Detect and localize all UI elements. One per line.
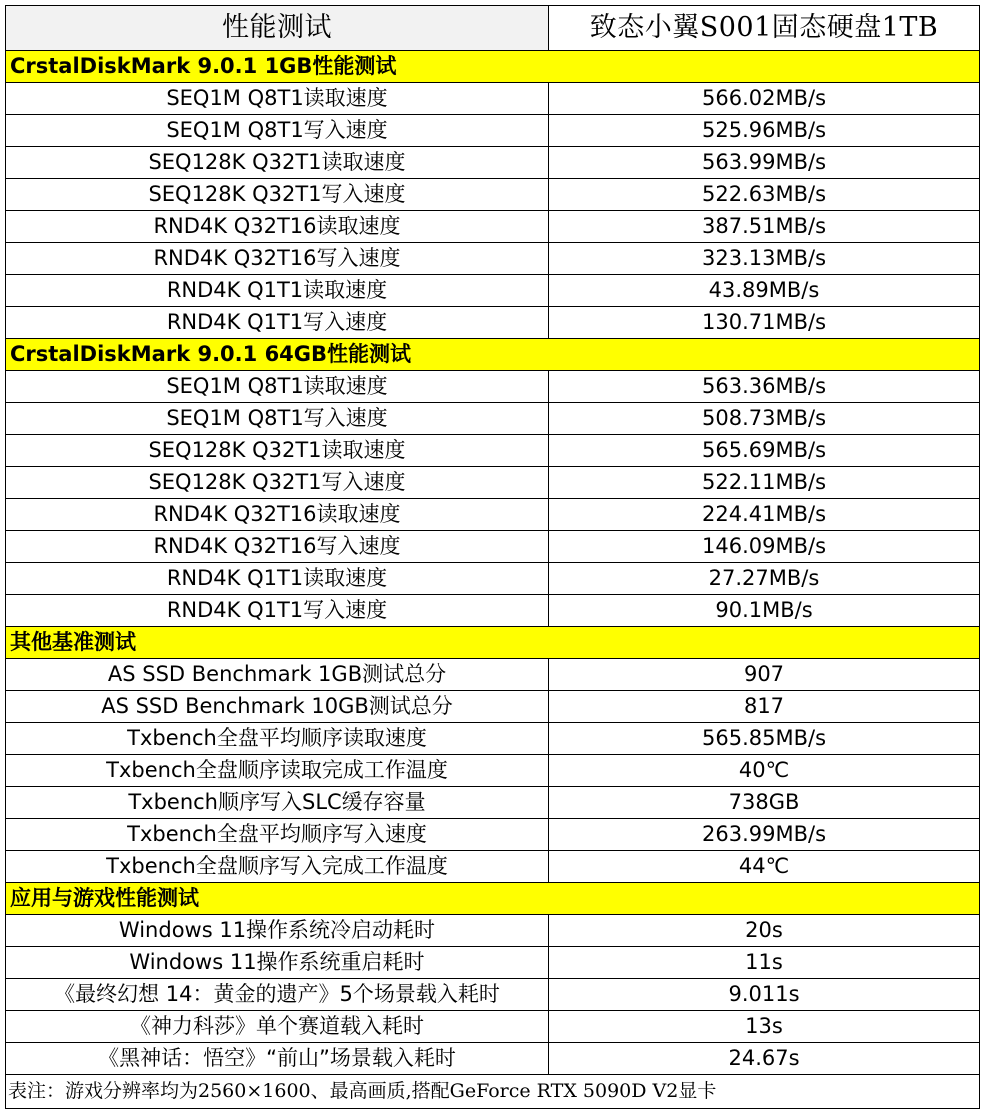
test-label: RND4K Q1T1读取速度 (6, 275, 549, 307)
test-value: 565.85MB/s (549, 723, 980, 755)
table-row (6, 979, 980, 1011)
ssd-benchmark-table (5, 5, 980, 1109)
section-header-row (6, 339, 980, 371)
test-value: 24.67s (549, 1043, 980, 1075)
test-label: Windows 11操作系统冷启动耗时 (6, 915, 549, 947)
test-label: SEQ128K Q32T1读取速度 (6, 147, 549, 179)
table-row (6, 83, 980, 115)
test-value: 130.71MB/s (549, 307, 980, 339)
test-label: RND4K Q1T1读取速度 (6, 563, 549, 595)
test-value: 9.011s (549, 979, 980, 1011)
test-label: Txbench顺序写入SLC缓存容量 (6, 787, 549, 819)
test-label: RND4K Q32T16写入速度 (6, 531, 549, 563)
table-row (6, 947, 980, 979)
table-row (6, 723, 980, 755)
test-value: 20s (549, 915, 980, 947)
test-value: 907 (549, 659, 980, 691)
test-value: 525.96MB/s (549, 115, 980, 147)
table-row (6, 147, 980, 179)
table-body (6, 6, 980, 1109)
test-label: Txbench全盘平均顺序写入速度 (6, 819, 549, 851)
test-label: RND4K Q1T1写入速度 (6, 307, 549, 339)
test-value: 563.36MB/s (549, 371, 980, 403)
test-value: 566.02MB/s (549, 83, 980, 115)
table-row (6, 563, 980, 595)
table-row (6, 691, 980, 723)
test-label: SEQ128K Q32T1读取速度 (6, 435, 549, 467)
test-label: Txbench全盘顺序读取完成工作温度 (6, 755, 549, 787)
test-value: 90.1MB/s (549, 595, 980, 627)
test-value: 563.99MB/s (549, 147, 980, 179)
test-label: SEQ1M Q8T1读取速度 (6, 371, 549, 403)
table-note: 表注：游戏分辨率均为2560×1600、最高画质,搭配GeForce RTX 5090D V2显卡 (6, 1075, 980, 1109)
test-label: 《最终幻想 14：黄金的遗产》5个场景载入耗时 (6, 979, 549, 1011)
test-label: 《神力科莎》单个赛道载入耗时 (6, 1011, 549, 1043)
test-value: 13s (549, 1011, 980, 1043)
table-row (6, 371, 980, 403)
test-label: Windows 11操作系统重启耗时 (6, 947, 549, 979)
table-row (6, 435, 980, 467)
table-row (6, 275, 980, 307)
test-label: RND4K Q32T16写入速度 (6, 243, 549, 275)
test-value: 27.27MB/s (549, 563, 980, 595)
test-label: SEQ1M Q8T1写入速度 (6, 403, 549, 435)
table-row (6, 243, 980, 275)
section-header-row (6, 51, 980, 83)
table-row (6, 531, 980, 563)
test-label: SEQ128K Q32T1写入速度 (6, 467, 549, 499)
test-value: 43.89MB/s (549, 275, 980, 307)
table-row (6, 595, 980, 627)
test-value: 508.73MB/s (549, 403, 980, 435)
test-label: Txbench全盘顺序写入完成工作温度 (6, 851, 549, 883)
table-header-row (6, 6, 980, 51)
test-value: 11s (549, 947, 980, 979)
table-row (6, 499, 980, 531)
section-header-row (6, 627, 980, 659)
test-value: 40℃ (549, 755, 980, 787)
test-value: 146.09MB/s (549, 531, 980, 563)
header-test-name: 性能测试 (6, 6, 549, 51)
table-row (6, 755, 980, 787)
test-label: SEQ1M Q8T1写入速度 (6, 115, 549, 147)
test-label: RND4K Q32T16读取速度 (6, 211, 549, 243)
table-row (6, 1011, 980, 1043)
table-row (6, 851, 980, 883)
test-label: 《黑神话：悟空》“前山”场景载入耗时 (6, 1043, 549, 1075)
section-title: 应用与游戏性能测试 (6, 883, 980, 915)
test-value: 522.63MB/s (549, 179, 980, 211)
table-row (6, 915, 980, 947)
test-value: 522.11MB/s (549, 467, 980, 499)
table-row (6, 403, 980, 435)
table-row (6, 467, 980, 499)
section-title: CrstalDiskMark 9.0.1 64GB性能测试 (6, 339, 980, 371)
table-row (6, 659, 980, 691)
table-row (6, 787, 980, 819)
test-value: 565.69MB/s (549, 435, 980, 467)
table-row (6, 179, 980, 211)
table-row (6, 819, 980, 851)
test-value: 817 (549, 691, 980, 723)
test-label: RND4K Q1T1写入速度 (6, 595, 549, 627)
test-label: Txbench全盘平均顺序读取速度 (6, 723, 549, 755)
test-value: 323.13MB/s (549, 243, 980, 275)
test-value: 224.41MB/s (549, 499, 980, 531)
table-row (6, 211, 980, 243)
table-row (6, 307, 980, 339)
section-header-row (6, 883, 980, 915)
table-row (6, 115, 980, 147)
test-value: 738GB (549, 787, 980, 819)
test-label: SEQ128K Q32T1写入速度 (6, 179, 549, 211)
test-value: 44℃ (549, 851, 980, 883)
header-product-name: 致态小翼S001固态硬盘1TB (549, 6, 980, 51)
test-label: AS SSD Benchmark 10GB测试总分 (6, 691, 549, 723)
table-row (6, 1043, 980, 1075)
test-label: SEQ1M Q8T1读取速度 (6, 83, 549, 115)
test-value: 387.51MB/s (549, 211, 980, 243)
table-note-row (6, 1075, 980, 1109)
test-value: 263.99MB/s (549, 819, 980, 851)
test-label: AS SSD Benchmark 1GB测试总分 (6, 659, 549, 691)
section-title: CrstalDiskMark 9.0.1 1GB性能测试 (6, 51, 980, 83)
section-title: 其他基准测试 (6, 627, 980, 659)
test-label: RND4K Q32T16读取速度 (6, 499, 549, 531)
